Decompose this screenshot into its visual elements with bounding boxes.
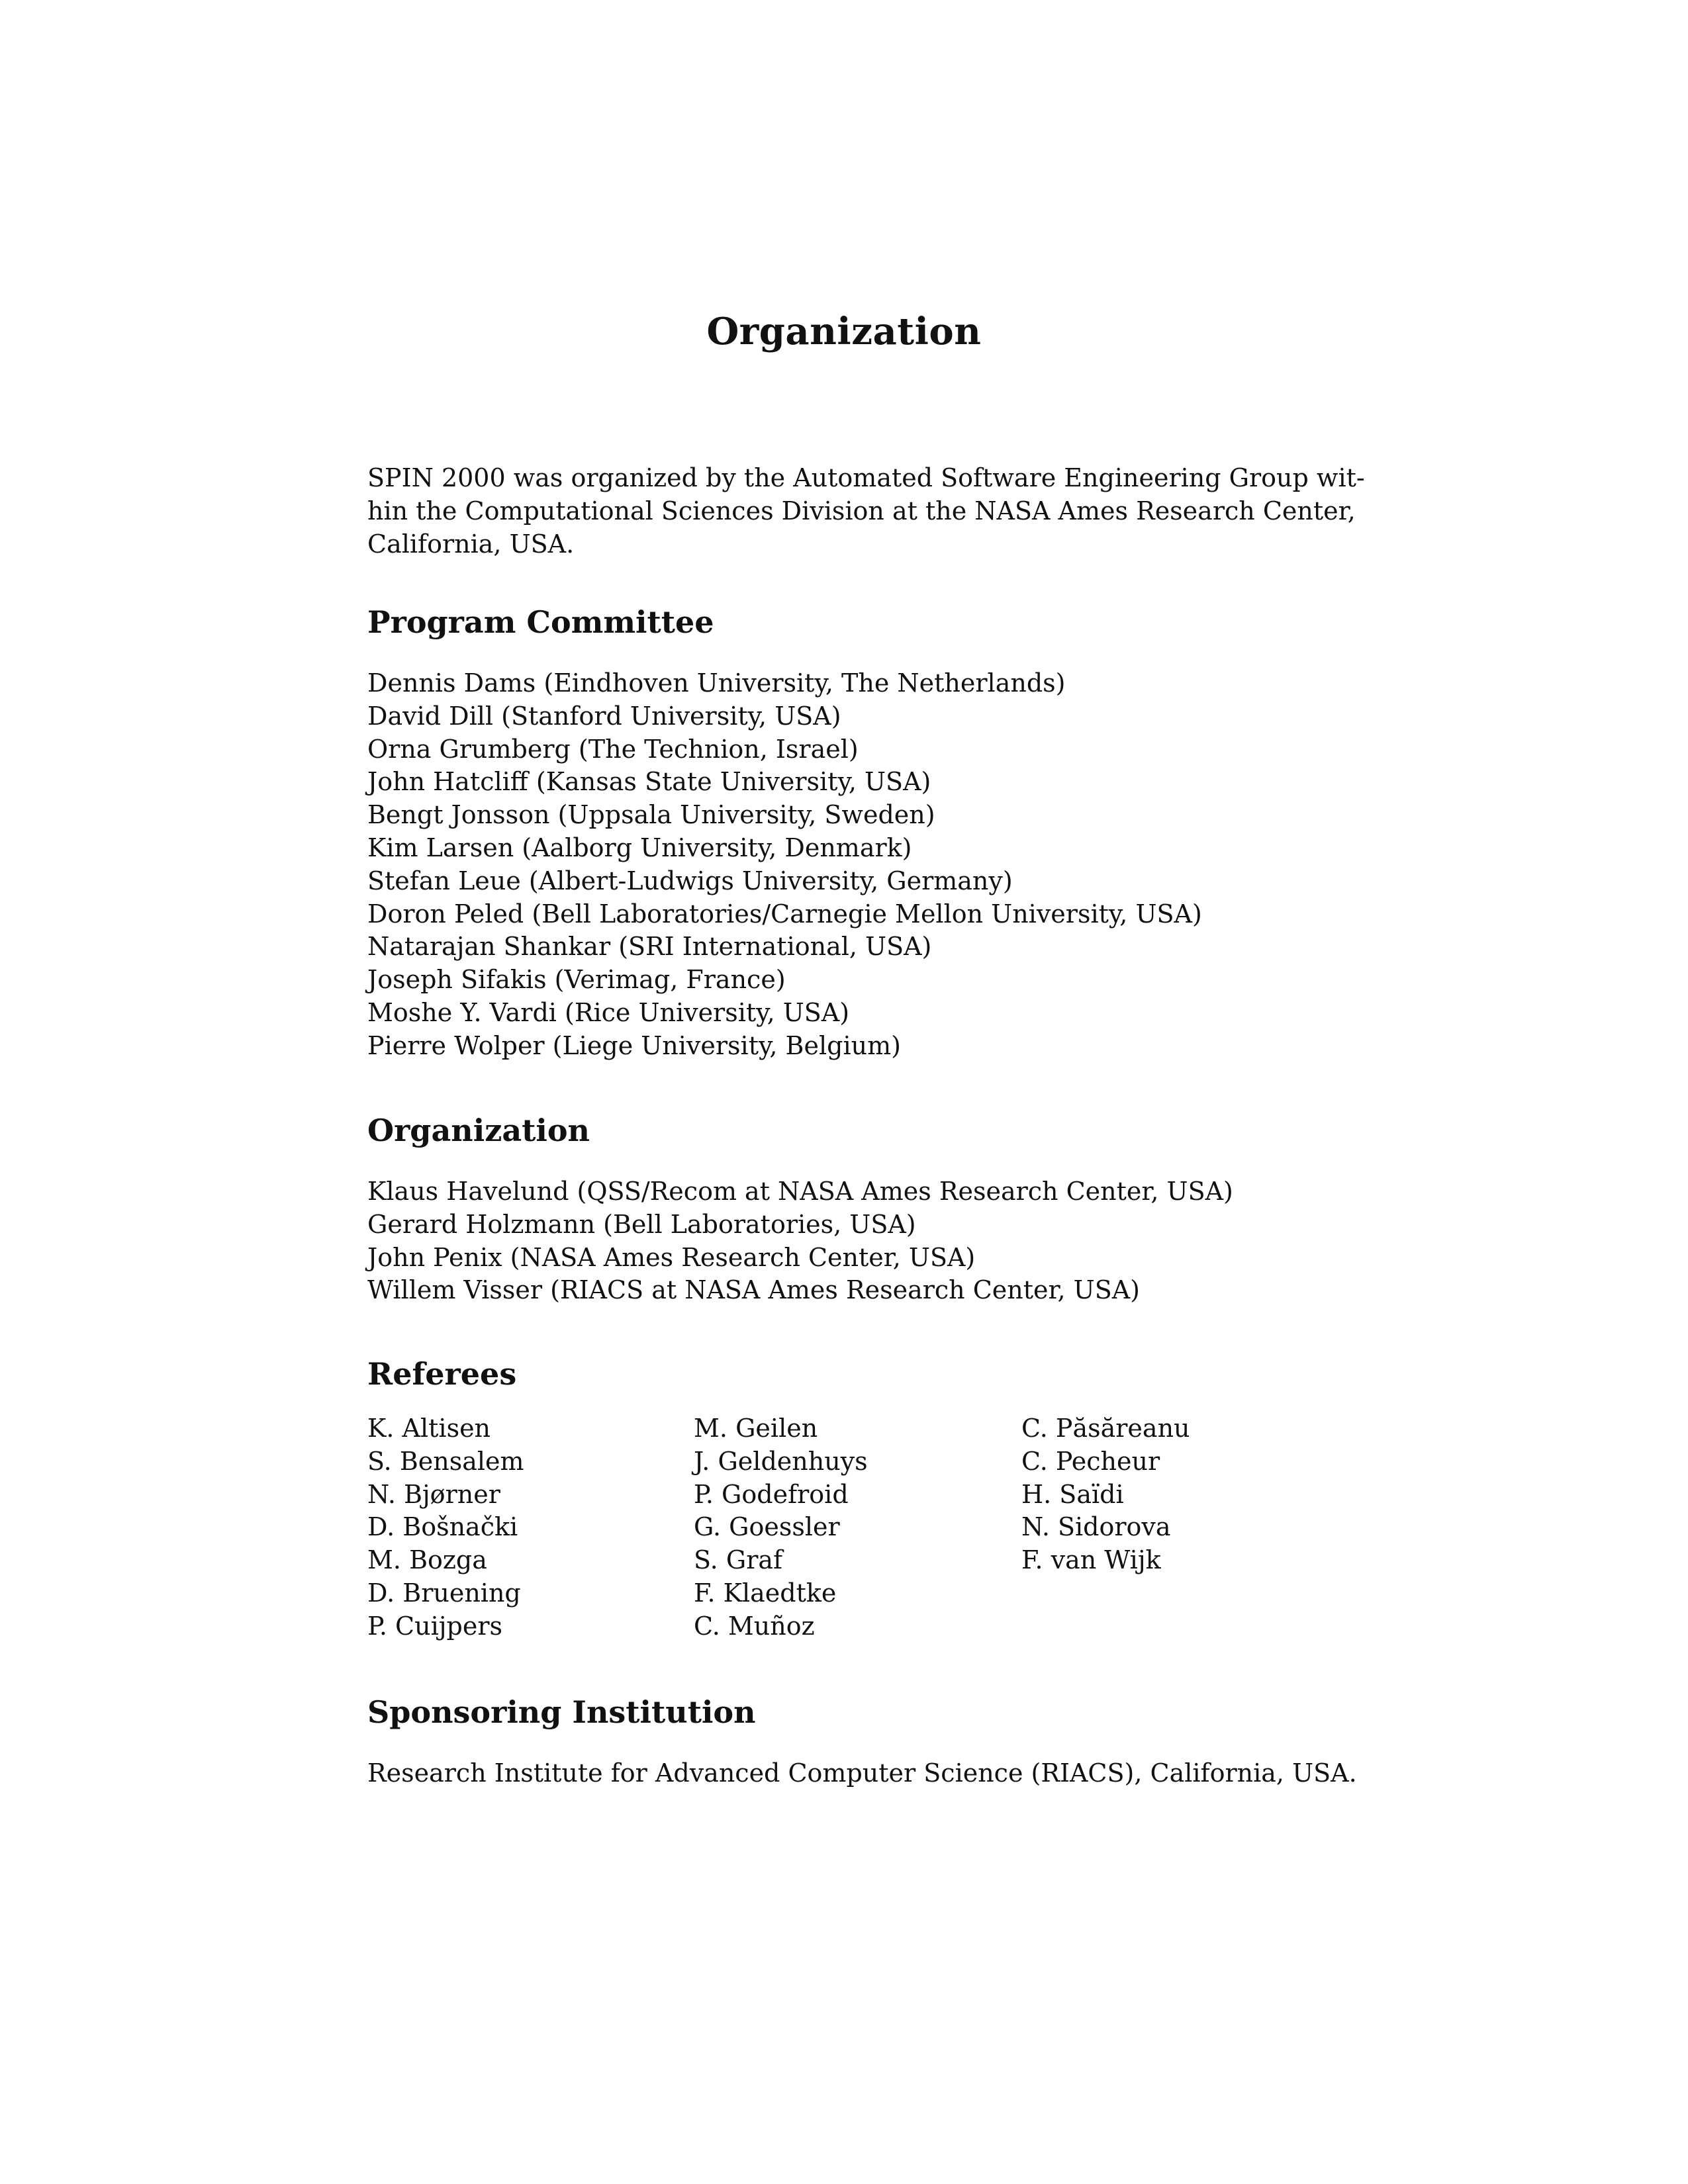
list-item: Moshe Y. Vardi (Rice University, USA) bbox=[367, 997, 850, 1027]
list-item: Willem Visser (RIACS at NASA Ames Research Center, USA) bbox=[367, 1275, 1140, 1305]
list-item: Joseph Sifakis (Verimag, France) bbox=[367, 965, 786, 995]
referee-name: C. Pecheur bbox=[1021, 1446, 1160, 1476]
referees-column bbox=[367, 1412, 524, 1643]
referee-name: M. Geilen bbox=[694, 1414, 818, 1443]
referee-name: G. Goessler bbox=[694, 1512, 840, 1542]
section-heading: Program Committee bbox=[367, 604, 714, 640]
referee-name: F. van Wijk bbox=[1021, 1545, 1161, 1575]
list-item: Doron Peled (Bell Laboratories/Carnegie Mellon University, USA) bbox=[367, 899, 1202, 929]
referee-name: H. Saïdi bbox=[1021, 1479, 1124, 1509]
section-heading: Organization bbox=[367, 1113, 590, 1148]
sponsoring-text-block bbox=[367, 1757, 1357, 1790]
sponsoring-section bbox=[367, 1692, 1357, 1790]
referee-name: S. Bensalem bbox=[367, 1446, 524, 1476]
list-item: Bengt Jonsson (Uppsala University, Sweden) bbox=[367, 800, 935, 830]
referee-name: N. Bjørner bbox=[367, 1479, 500, 1509]
page-title: Organization bbox=[706, 310, 982, 353]
referee-name: S. Graf bbox=[694, 1545, 783, 1575]
organization-list bbox=[367, 1175, 1233, 1307]
referee-name: C. Păsăreanu bbox=[1021, 1414, 1190, 1443]
list-item: Orna Grumberg (The Technion, Israel) bbox=[367, 734, 859, 764]
list-item: David Dill (Stanford University, USA) bbox=[367, 701, 841, 731]
intro-line: SPIN 2000 was organized by the Automated Software Engineering Group wit- bbox=[367, 463, 1365, 492]
list-item: Kim Larsen (Aalborg University, Denmark) bbox=[367, 833, 912, 862]
referee-name: P. Godefroid bbox=[694, 1479, 849, 1509]
referee-name: D. Bošnački bbox=[367, 1512, 518, 1542]
list-item: John Hatcliff (Kansas State University, USA) bbox=[367, 767, 931, 797]
referee-name: M. Bozga bbox=[367, 1545, 487, 1575]
section-heading: Sponsoring Institution bbox=[367, 1694, 756, 1730]
section-heading: Referees bbox=[367, 1356, 517, 1392]
referees-column bbox=[1021, 1412, 1190, 1577]
intro-line: California, USA. bbox=[367, 529, 575, 559]
list-item: Gerard Holzmann (Bell Laboratories, USA) bbox=[367, 1209, 916, 1239]
referee-name: F. Klaedtke bbox=[694, 1578, 837, 1608]
list-item: John Penix (NASA Ames Research Center, USA) bbox=[367, 1242, 976, 1272]
referee-name: C. Muñoz bbox=[694, 1611, 815, 1641]
organization-section bbox=[367, 1111, 1233, 1307]
intro-paragraph bbox=[367, 462, 1365, 561]
referee-name: D. Bruening bbox=[367, 1578, 521, 1608]
sponsoring-text: Research Institute for Advanced Computer Science (RIACS), California, USA. bbox=[367, 1758, 1357, 1788]
referees-column bbox=[694, 1412, 868, 1643]
program-committee-section bbox=[367, 602, 1202, 1063]
list-item: Stefan Leue (Albert-Ludwigs University, Germany) bbox=[367, 866, 1013, 895]
list-item: Dennis Dams (Eindhoven University, The Netherlands) bbox=[367, 668, 1066, 698]
referee-name: J. Geldenhuys bbox=[694, 1446, 868, 1476]
referee-name: P. Cuijpers bbox=[367, 1611, 502, 1641]
referees-columns bbox=[367, 1412, 1321, 1651]
page-content bbox=[367, 462, 1365, 1788]
committee-list bbox=[367, 667, 1202, 1063]
referee-name: N. Sidorova bbox=[1021, 1512, 1171, 1542]
list-item: Natarajan Shankar (SRI International, USA) bbox=[367, 932, 932, 962]
referee-name: K. Altisen bbox=[367, 1414, 491, 1443]
list-item: Pierre Wolper (Liege University, Belgium) bbox=[367, 1030, 901, 1060]
list-item: Klaus Havelund (QSS/Recom at NASA Ames Research Center, USA) bbox=[367, 1177, 1233, 1206]
intro-line: hin the Computational Sciences Division at the NASA Ames Research Center, bbox=[367, 496, 1356, 525]
referees-section bbox=[367, 1354, 1321, 1651]
